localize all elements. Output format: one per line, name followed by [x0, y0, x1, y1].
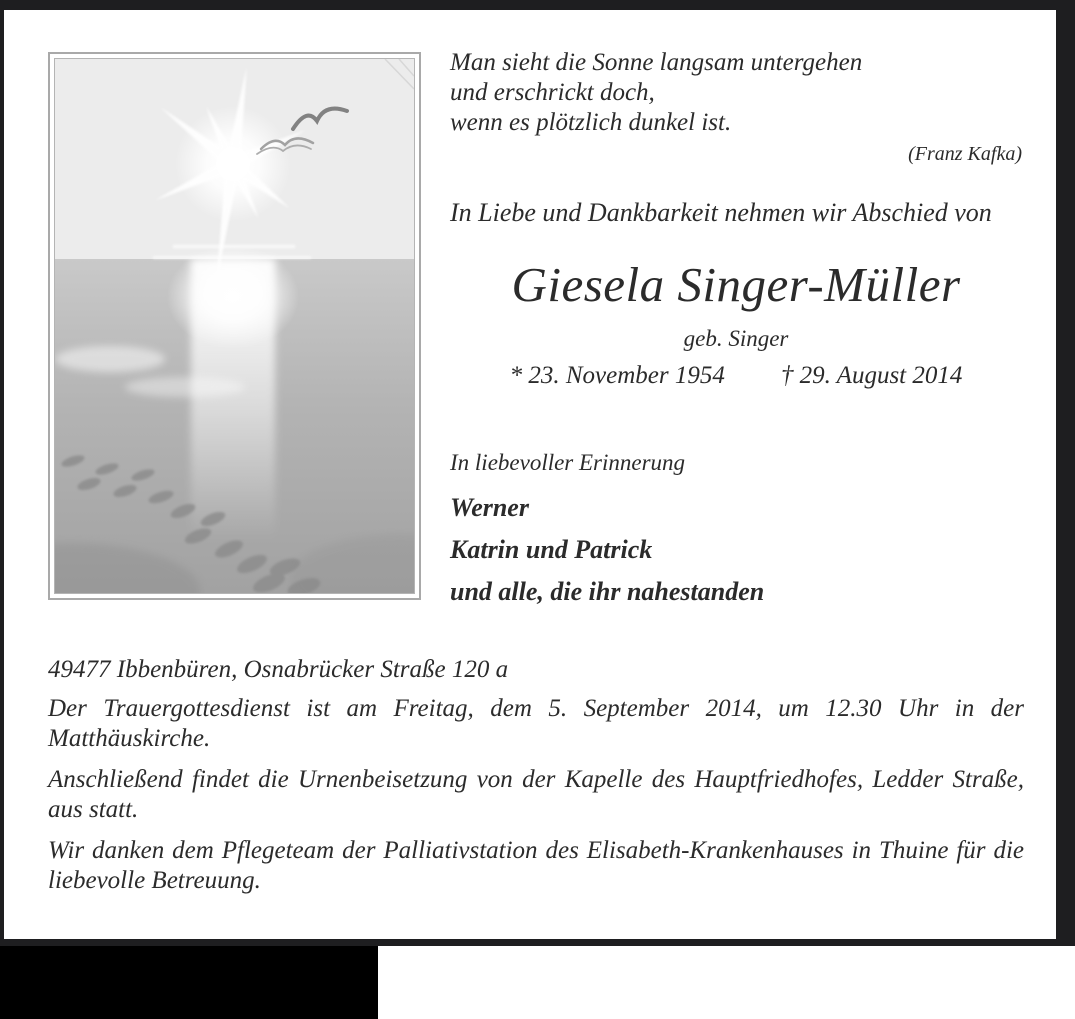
quote-line: wenn es plötzlich dunkel ist. [450, 109, 732, 136]
horizon-streak [173, 245, 295, 248]
frame-top-bar [0, 0, 1075, 10]
mourner-name: Katrin und Patrick [450, 535, 653, 564]
quote [450, 48, 1022, 138]
water-light-patch [55, 346, 165, 372]
urn-burial-paragraph: Anschließend findet die Urnenbeisetzung von der Kapelle des Hauptfriedhofes, Ledder Straße, aus statt. [48, 766, 1024, 823]
frame-left-bar [0, 0, 4, 946]
mourner-name: Werner [450, 493, 529, 522]
redaction-block [0, 946, 378, 1019]
water-light-patch-2 [125, 377, 245, 397]
quote-line: und erschrickt doch, [450, 79, 655, 106]
quote-line: Man sieht die Sonne langsam untergehen [450, 49, 863, 76]
memorial-photo-inner [54, 58, 415, 594]
birth-date: * 23. November 1954 [509, 362, 725, 389]
horizon-streak-2 [153, 256, 311, 259]
death-date: † 29. August 2014 [780, 362, 963, 389]
maiden-name: geb. Singer [683, 326, 789, 351]
address-line: 49477 Ibbenbüren, Osnabrücker Straße 120 a [48, 656, 509, 683]
farewell-intro: In Liebe und Dankbarkeit nehmen wir Abschied von [450, 198, 992, 227]
life-dates [450, 362, 1022, 390]
sunset-sea-illustration [55, 59, 414, 593]
mourner-names [450, 487, 1022, 613]
funeral-service-paragraph: Der Trauergottesdienst ist am Freitag, dem 5. September 2014, um 12.30 Uhr in der Matthäuskirche. [48, 695, 1024, 752]
funeral-details [48, 694, 1024, 907]
remembrance-heading: In liebevoller Erinnerung [450, 450, 686, 475]
mourner-name: und alle, die ihr nahestanden [450, 577, 765, 606]
quote-attribution: (Franz Kafka) [908, 143, 1022, 165]
frame-bottom-bar [0, 939, 1075, 946]
reflection-glow [167, 245, 299, 349]
deceased-name: Giesela Singer-Müller [511, 257, 961, 312]
memorial-photo [48, 52, 421, 600]
thanks-paragraph: Wir danken dem Pflegeteam der Palliativstation des Elisabeth-Krankenhauses in Thuine für die liebevolle Betreuung. [48, 837, 1024, 894]
frame-right-bar [1056, 0, 1075, 946]
